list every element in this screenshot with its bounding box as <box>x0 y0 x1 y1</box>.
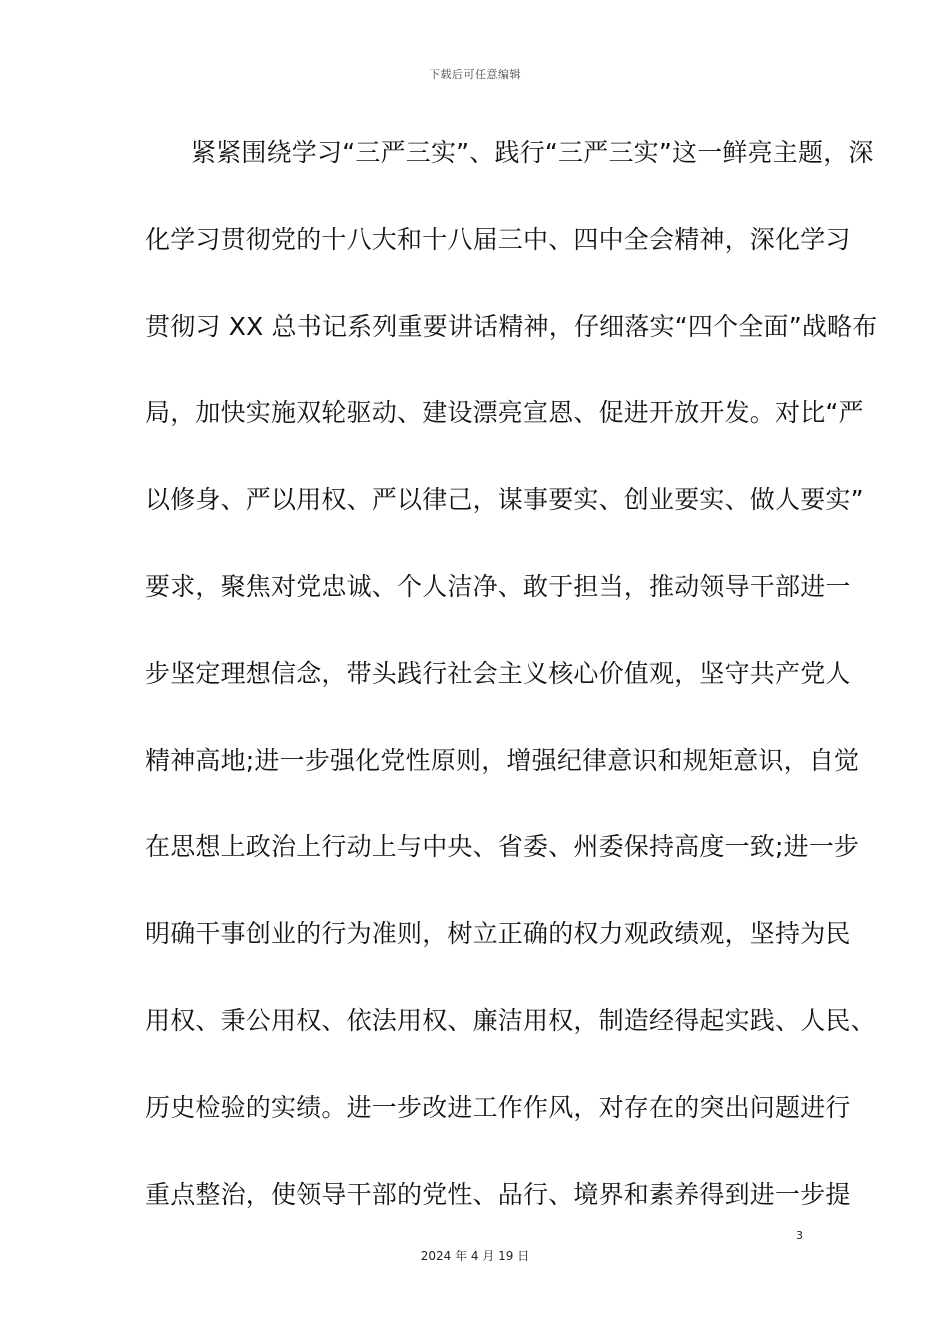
paragraph-line: 步坚定理想信念，带头践行社会主义核心价值观，坚守共产党人 <box>145 658 851 688</box>
paragraph-line: 化学习贯彻党的十八大和十八届三中、四中全会精神，深化学习 <box>145 224 851 254</box>
document-body <box>145 130 878 1258</box>
paragraph-line: 以修身、严以用权、严以律己，谋事要实、创业要实、做人要实” <box>145 485 864 515</box>
paragraph-line: 在思想上政治上行动上与中央、省委、州委保持高度一致;进一步 <box>145 832 860 862</box>
footer-date: 2024 年 4 月 19 日 <box>420 1249 530 1263</box>
paragraph-line: 要求，聚焦对党忠诚、个人洁净、敢于担当，推动领导干部进一 <box>145 571 851 601</box>
page-header: 下载后可任意编辑 <box>429 68 521 81</box>
paragraph-line: 精神高地;进一步强化党性原则，增强纪律意识和规矩意识，自觉 <box>145 745 860 775</box>
paragraph-line: 明确干事创业的行为准则，树立正确的权力观政绩观，坚持为民 <box>145 919 851 949</box>
paragraph-line: 历史检验的实绩。进一步改进工作作风，对存在的突出问题进行 <box>145 1092 851 1122</box>
paragraph-line: 紧紧围绕学习“三严三实”、践行“三严三实”这一鲜亮主题，深 <box>191 138 874 167</box>
paragraph-line: 局，加快实施双轮驱动、建设漂亮宣恩、促进开放开发。对比“严 <box>145 398 864 428</box>
page-number: 3 <box>796 1229 803 1242</box>
paragraph-line: 贯彻习 XX 总书记系列重要讲话精神，仔细落实“四个全面”战略布 <box>145 311 878 341</box>
paragraph-line: 用权、秉公用权、依法用权、廉洁用权，制造经得起实践、人民、 <box>145 1005 876 1035</box>
paragraph-line: 重点整治，使领导干部的党性、品行、境界和素养得到进一步提 <box>145 1179 851 1209</box>
